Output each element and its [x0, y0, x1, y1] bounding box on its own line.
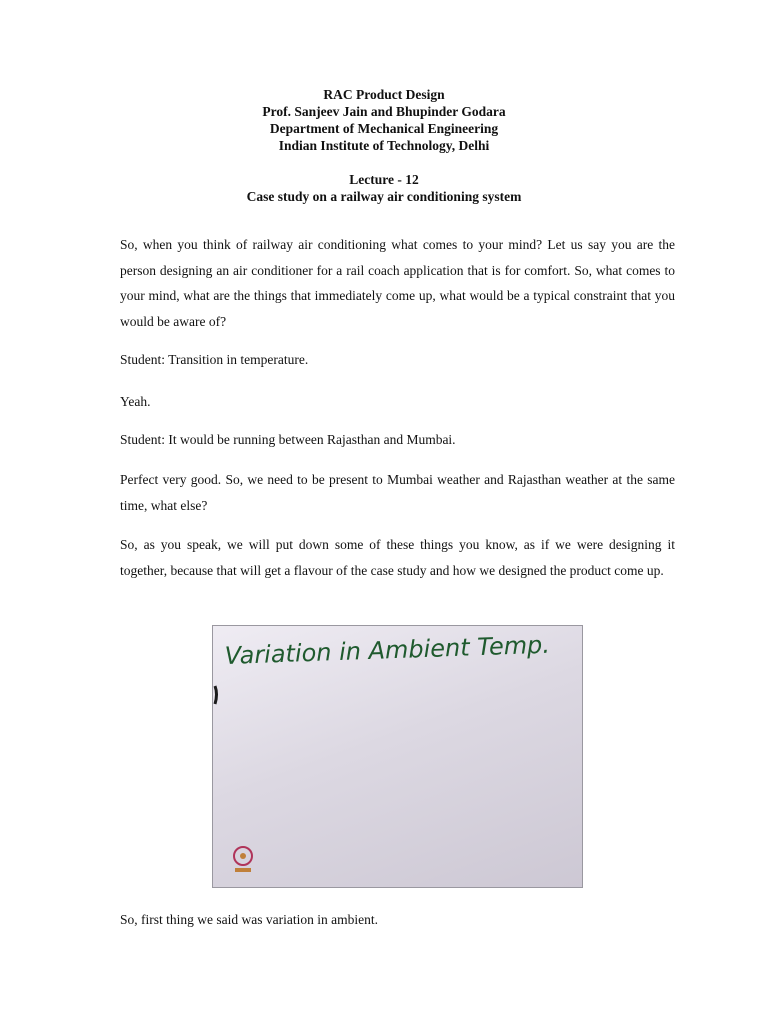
lecture-topic: Case study on a railway air conditioning system — [246, 189, 522, 204]
nptel-logo-icon — [234, 847, 252, 872]
paragraph-student-2: Student: It would be running between Rajasthan and Mumbai. — [120, 432, 456, 447]
paragraph-case-study: So, as you speak, we will put down some of these things you know, as if we were designing it together, because that will get a flavour of the case study and how we designed the product come up. — [120, 537, 675, 578]
course-title: RAC Product Design — [323, 87, 445, 102]
lecture-number: Lecture - 12 — [349, 172, 419, 187]
document-header — [0, 86, 768, 205]
institute-name: Indian Institute of Technology, Delhi — [278, 138, 490, 153]
paragraph-intro: So, when you think of railway air conditioning what comes to your mind? Let us say you are the person designing an air conditioner for a rail coach application that is for comfort. So, what comes to your mind, what are the things that immediately come up, what would be a typical constraint that you would be aware of? — [120, 237, 675, 329]
handwritten-title: Variation in Ambient Temp. — [224, 630, 551, 670]
handwritten-slide-svg — [213, 626, 583, 888]
paragraph-weather: Perfect very good. So, we need to be present to Mumbai weather and Rajasthan weather at the same time, what else? — [120, 472, 675, 513]
paragraph-student-1: Student: Transition in temperature. — [120, 352, 309, 367]
professor-names: Prof. Sanjeev Jain and Bhupinder Godara — [262, 104, 506, 119]
lecture-slide-image — [212, 625, 583, 888]
edge-mark — [215, 686, 217, 704]
paragraph-ambient: So, first thing we said was variation in ambient. — [120, 912, 378, 927]
paragraph-yeah: Yeah. — [120, 394, 151, 409]
department-name: Department of Mechanical Engineering — [269, 121, 499, 136]
